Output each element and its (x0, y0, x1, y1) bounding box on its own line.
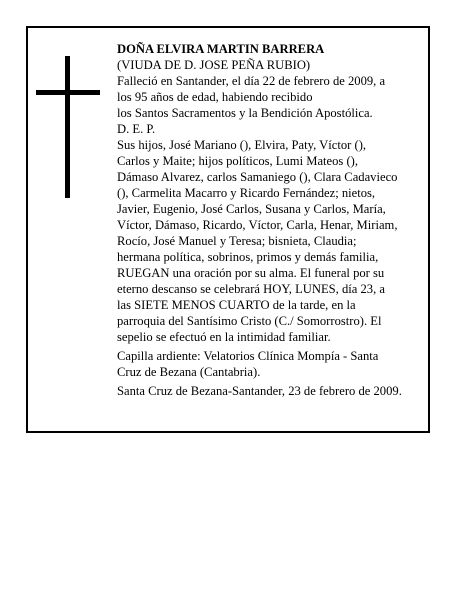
notice-line: Cruz de Bezana (Cantabria). (117, 365, 261, 379)
notice-line: Sus hijos, José Mariano (), Elvira, Paty, Víctor (), (117, 138, 367, 152)
notice-line: los 95 años de edad, habiendo recibido (117, 90, 313, 104)
notice-line: parroquia del Santísimo Cristo (C./ Somorrostro). El (117, 314, 382, 328)
notice-text (117, 41, 429, 399)
rip-line: D. E. P. (117, 122, 156, 136)
notice-line: Dámaso Alvarez, carlos Samaniego (), Clara Cadavieco (117, 170, 398, 184)
notice-line: las SIETE MENOS CUARTO de la tarde, en la (117, 298, 356, 312)
cross-vertical-bar (65, 56, 70, 198)
cross-horizontal-bar (36, 90, 100, 95)
notice-line: (), Carmelita Macarro y Ricardo Fernández; nietos, (117, 186, 376, 200)
notice-line: sepelio se efectuó en la intimidad familiar. (117, 330, 331, 344)
notice-line: RUEGAN una oración por su alma. El funeral por su (117, 266, 385, 280)
notice-line: Capilla ardiente: Velatorios Clínica Mompía - Santa (117, 349, 379, 363)
notice-line: Falleció en Santander, el día 22 de febrero de 2009, a (117, 74, 386, 88)
notice-line: Víctor, Dámaso, Ricardo, Víctor, Carla, Henar, Miriam, (117, 218, 398, 232)
notice-line: Carlos y Maite; hijos políticos, Lumi Mateos (), (117, 154, 359, 168)
deceased-subtitle: (VIUDA DE D. JOSE PEÑA RUBIO) (117, 58, 311, 72)
notice-line: Rocío, José Manuel y Teresa; bisnieta, Claudia; (117, 234, 357, 248)
notice-line: Javier, Eugenio, José Carlos, Susana y Carlos, María, (117, 202, 386, 216)
notice-line: eterno descanso se celebrará HOY, LUNES, día 23, a (117, 282, 385, 296)
obituary-notice (26, 26, 430, 433)
cross-icon (36, 56, 100, 198)
place-date-line: Santa Cruz de Bezana-Santander, 23 de febrero de 2009. (117, 384, 402, 398)
notice-line: hermana política, sobrinos, primos y demás familia, (117, 250, 379, 264)
deceased-name: DOÑA ELVIRA MARTIN BARRERA (117, 42, 325, 56)
notice-line: los Santos Sacramentos y la Bendición Apostólica. (117, 106, 373, 120)
